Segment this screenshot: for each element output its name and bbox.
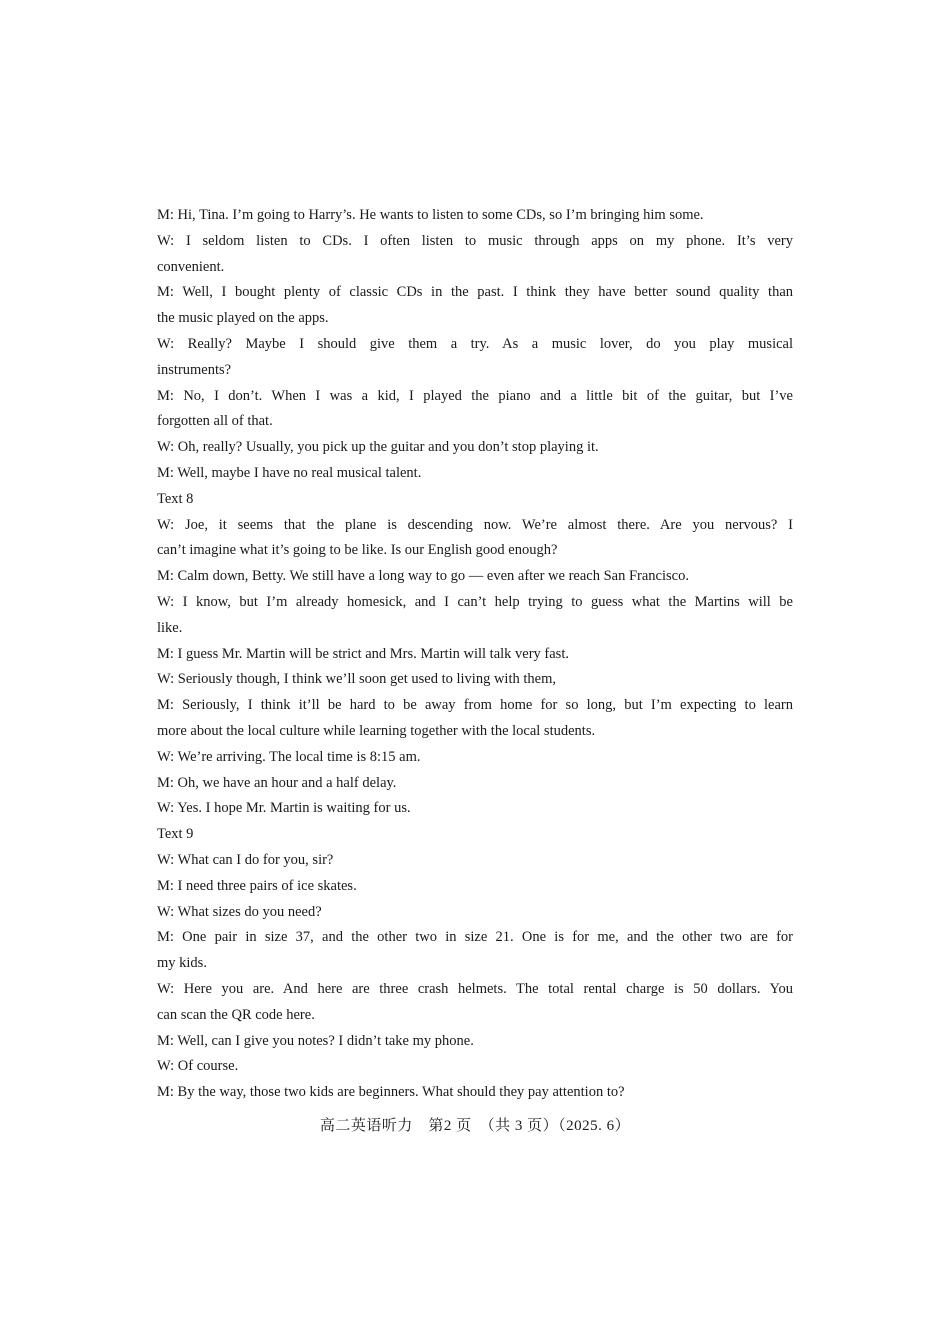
transcript-line: can’t imagine what it’s going to be like. Is our English good enough? bbox=[157, 542, 558, 559]
transcript-line: M: Calm down, Betty. We still have a long way to go — even after we reach San Francisco. bbox=[157, 568, 689, 585]
transcript-line: more about the local culture while learning together with the local students. bbox=[157, 722, 596, 739]
transcript-line: W: I seldom listen to CDs. I often listen to music through apps on my phone. It’s very bbox=[157, 232, 793, 249]
transcript-line: like. bbox=[157, 619, 183, 636]
transcript-line: W: Seriously though, I think we’ll soon get used to living with them, bbox=[157, 671, 556, 688]
transcript-line: M: Well, maybe I have no real musical talent. bbox=[157, 464, 422, 481]
transcript-line: forgotten all of that. bbox=[157, 413, 273, 430]
transcript-line: W: We’re arriving. The local time is 8:15 am. bbox=[157, 748, 421, 765]
transcript-line: the music played on the apps. bbox=[157, 310, 329, 327]
section-heading: Text 8 bbox=[157, 490, 194, 507]
transcript-line: my kids. bbox=[157, 955, 207, 972]
transcript-line: instruments? bbox=[157, 361, 232, 378]
transcript-line: M: No, I don’t. When I was a kid, I played the piano and a little bit of the guitar, but I’ve bbox=[157, 387, 793, 404]
transcript-line: can scan the QR code here. bbox=[157, 1006, 315, 1023]
transcript-line: M: One pair in size 37, and the other two in size 21. One is for me, and the other two are for bbox=[157, 929, 793, 946]
transcript-line: W: Really? Maybe I should give them a try. As a music lover, do you play musical bbox=[157, 335, 793, 352]
transcript-line: M: By the way, those two kids are beginners. What should they pay attention to? bbox=[157, 1084, 625, 1101]
transcript-line: M: Seriously, I think it’ll be hard to be away from home for so long, but I’m expecting to learn bbox=[157, 697, 793, 714]
transcript-line: W: Yes. I hope Mr. Martin is waiting for us. bbox=[157, 800, 411, 817]
transcript-line: convenient. bbox=[157, 258, 225, 275]
transcript-line: W: Of course. bbox=[157, 1058, 239, 1075]
transcript-line: M: Well, I bought plenty of classic CDs in the past. I think they have better sound quality than bbox=[157, 284, 793, 301]
transcript-line: M: I guess Mr. Martin will be strict and Mrs. Martin will talk very fast. bbox=[157, 645, 569, 662]
transcript-line: W: Joe, it seems that the plane is descending now. We’re almost there. Are you nervous? I bbox=[157, 516, 793, 533]
transcript-line: W: What sizes do you need? bbox=[157, 903, 322, 920]
page-footer: 高二英语听力 第2 页 （共 3 页）（2025. 6） bbox=[319, 1118, 631, 1134]
transcript-line: M: Oh, we have an hour and a half delay. bbox=[157, 774, 397, 791]
section-heading: Text 9 bbox=[157, 826, 194, 843]
transcript-line: W: What can I do for you, sir? bbox=[157, 851, 334, 868]
transcript-line: M: Well, can I give you notes? I didn’t take my phone. bbox=[157, 1032, 474, 1049]
transcript-line: W: Here you are. And here are three crash helmets. The total rental charge is 50 dollars. You bbox=[157, 980, 793, 997]
transcript-line: W: I know, but I’m already homesick, and I can’t help trying to guess what the Martins will be bbox=[157, 593, 793, 610]
transcript-line: M: I need three pairs of ice skates. bbox=[157, 877, 357, 894]
transcript-line: W: Oh, really? Usually, you pick up the guitar and you don’t stop playing it. bbox=[157, 439, 599, 456]
transcript-line: M: Hi, Tina. I’m going to Harry’s. He wants to listen to some CDs, so I’m bringing him some. bbox=[157, 207, 704, 223]
transcript-body bbox=[157, 203, 793, 1106]
